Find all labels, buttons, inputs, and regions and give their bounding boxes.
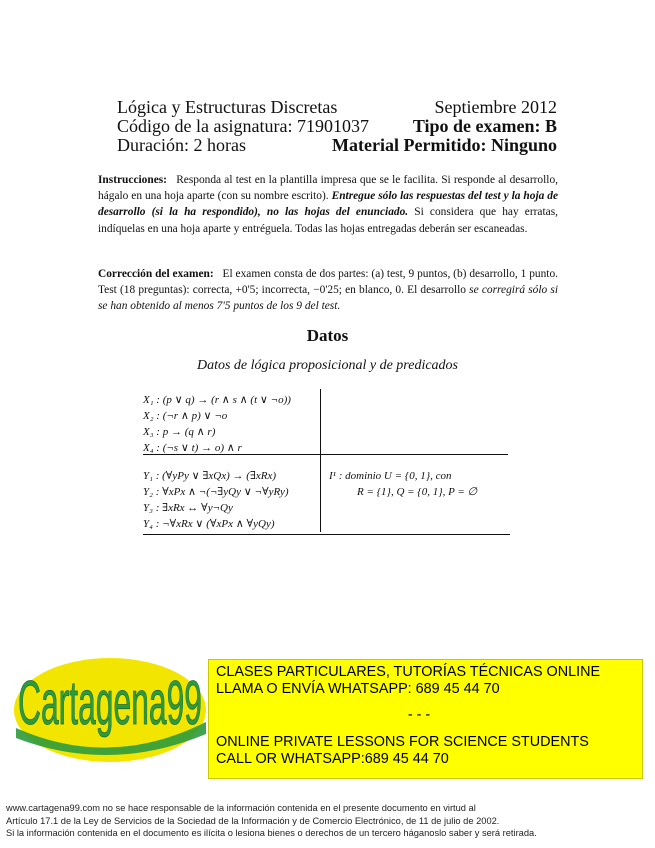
- course-code: Código de la asignatura: 71901037: [117, 116, 369, 136]
- formula-y1: Y₁ : (∀yPy ∨ ∃xQx) → (∃xRx): [143, 470, 277, 482]
- footer-line-1: www.cartagena99.com no se hace responsable de la información contenida en el presente documento en virtud al: [6, 803, 476, 813]
- section-title: Datos: [306, 326, 349, 345]
- ad-line-1: CLASES PARTICULARES, TUTORÍAS TÉCNICAS ONLINE: [216, 664, 601, 680]
- allowed-material: Material Permitido: Ninguno: [332, 135, 557, 155]
- propositional-formulas: [143, 392, 319, 456]
- formula-x4: X₄ : (¬s ∨ t) → o) ∧ r: [143, 442, 242, 454]
- correction-lead: Corrección del examen:: [98, 268, 214, 280]
- table-vertical-divider: [320, 389, 321, 532]
- formula-y3: Y₃ : ∃xRx ↔ ∀y¬Qy: [143, 502, 233, 514]
- formula-x3: X₃ : p → (q ∧ r): [143, 426, 216, 438]
- header-row-3: [117, 136, 557, 155]
- instructions-text-1: Responda al test en la plantilla impresa que se le facilita. Si responde al desarrollo, hágalo en una hoja aparte (con su nombre escrito).: [98, 174, 558, 203]
- logo-wordmark: Cartagena99: [17, 668, 202, 738]
- exam-date: Septiembre 2012: [434, 97, 557, 117]
- cartagena99-logo[interactable]: [10, 650, 210, 770]
- interpretation-line-2: R = {1}, Q = {0, 1}, P = ∅: [357, 486, 478, 498]
- ad-line-3: ONLINE PRIVATE LESSONS FOR SCIENCE STUDENTS: [216, 734, 589, 750]
- interpretation: [329, 468, 477, 500]
- exam-duration: Duración: 2 horas: [117, 135, 246, 155]
- instructions-text-bold: Entregue sólo las respuestas del test y la hoja de desarrollo (si la ha respondido), no las hojas del enunciado.: [98, 190, 558, 219]
- instructions-paragraph: [98, 172, 558, 237]
- correction-text-1: El examen consta de dos partes: (a) test, 9 puntos, (b) desarrollo, 1 punto. Test (18 preguntas): correcta, +0'5; incorrecta, −0'25; en blanco, 0. El desarrollo: [98, 268, 558, 297]
- exam-type: Tipo de examen: B: [412, 116, 557, 136]
- interpretation-line-1: I¹ : dominio U = {0, 1}, con: [329, 470, 452, 482]
- footer-line-3: Si la información contenida en el documento es ilícita o lesiona bienes o derechos de un tercero háganoslo saber y será retirada.: [6, 828, 537, 838]
- footer-line-2: Artículo 17.1 de la Ley de Servicios de la Sociedad de la Información y de Comercio Electrónico, de 11 de julio de 2002.: [6, 815, 500, 826]
- subsection-title: Datos de lógica proposicional y de predicados: [196, 358, 459, 373]
- instructions-text-2: Si considera que hay erratas, indíquelas en una hoja aparte y entréguela. Todas las hojas entregadas deberán ser escaneadas.: [98, 206, 558, 235]
- legal-footer: [6, 802, 651, 840]
- predicate-formulas: [143, 468, 319, 532]
- header-row-2: [117, 117, 557, 136]
- exam-header: [117, 98, 557, 155]
- formula-x1: X₁ : (p ∨ q) → (r ∧ s ∧ (t ∨ ¬o)): [143, 394, 291, 406]
- course-name: Lógica y Estructuras Discretas: [117, 97, 338, 117]
- formula-x2: X₂ : (¬r ∧ p) ∨ ¬o: [143, 410, 228, 422]
- instructions-lead: Instrucciones:: [98, 174, 167, 186]
- ad-line-4: CALL OR WHATSAPP:689 45 44 70: [216, 751, 449, 767]
- header-row-1: [117, 98, 557, 117]
- formula-y2: Y₂ : ∀xPx ∧ ¬(¬∃yQy ∨ ¬∀yRy): [143, 486, 289, 498]
- correction-paragraph: [98, 266, 558, 315]
- formula-y4: Y₄ : ¬∀xRx ∨ (∀xPx ∧ ∀yQy): [143, 518, 275, 530]
- formula-table: [143, 389, 513, 537]
- ad-line-2: LLAMA O ENVÍA WHATSAPP: 689 45 44 70: [216, 681, 500, 697]
- ad-banner[interactable]: [208, 659, 643, 779]
- correction-text-em: se corregirá sólo si se han obtenido al menos 7'5 puntos de los 9 del test.: [98, 284, 559, 313]
- table-bottom-divider: [143, 534, 510, 535]
- ad-separator: - - -: [407, 707, 431, 723]
